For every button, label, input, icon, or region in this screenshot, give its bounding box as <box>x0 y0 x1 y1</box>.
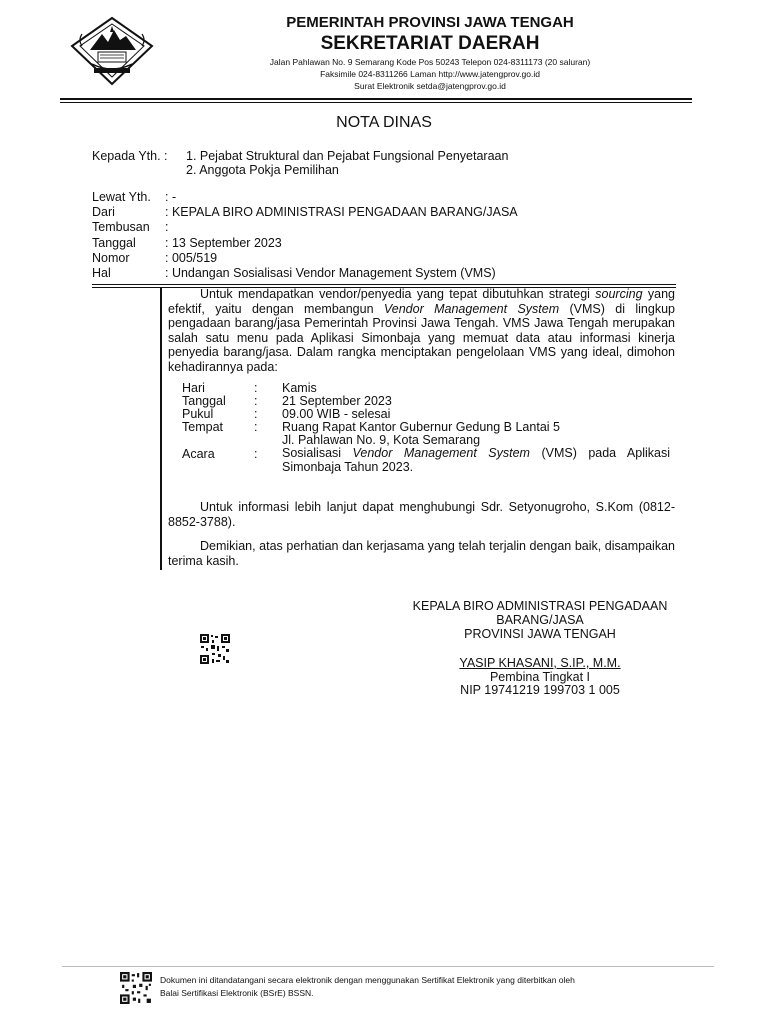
meta-value-tanggal: : 13 September 2023 <box>165 236 282 250</box>
recipient-item: 2. Anggota Pokja Pemilihan <box>186 163 339 177</box>
schedule-value-acara: Sosialisasi Vendor Management System (VMS) pada Aplikasi Simonbaja Tahun 2023. <box>282 446 670 474</box>
schedule-colon: : <box>254 381 258 395</box>
recipients-label: Kepada Yth. : <box>92 149 168 163</box>
government-name: PEMERINTAH PROVINSI JAWA TENGAH <box>286 14 574 31</box>
office-address: Jalan Pahlawan No. 9 Semarang Kode Pos 50243 Telepon 024-8311173 (20 saluran) <box>269 57 591 67</box>
schedule-value-tanggal: 21 September 2023 <box>282 394 392 408</box>
schedule-label-acara: Acara <box>182 447 215 461</box>
meta-value-lewat: : - <box>165 190 177 204</box>
meta-value-nomor: : 005/519 <box>165 251 218 265</box>
office-fax-website: Faksimile 024-8311266 Laman http://www.jatengprov.go.id <box>320 69 540 79</box>
footer-line-2: Balai Sertifikasi Elektronik (BSrE) BSSN. <box>160 988 314 998</box>
signer-position-line3: PROVINSI JAWA TENGAH <box>464 627 616 641</box>
schedule-label-tempat: Tempat <box>182 420 223 434</box>
qr-code-icon <box>120 972 152 1004</box>
signer-name: YASIP KHASANI, S.IP., M.M. <box>459 656 621 670</box>
coat-of-arms-logo <box>68 16 156 86</box>
document-title: NOTA DINAS <box>336 114 432 131</box>
jawa-tengah-coat-of-arms-icon <box>68 16 156 86</box>
meta-value-dari: : KEPALA BIRO ADMINISTRASI PENGADAAN BARANG/JASA <box>165 205 518 219</box>
body-margin-bar <box>160 288 162 570</box>
schedule-label-hari: Hari <box>182 381 205 395</box>
schedule-value-pukul: 09.00 WIB - selesai <box>282 407 391 421</box>
schedule-colon: : <box>254 407 258 421</box>
signer-nip: NIP 19741219 199703 1 005 <box>460 683 620 697</box>
signer-rank: Pembina Tingkat I <box>489 670 591 684</box>
body-paragraph-closing: Demikian, atas perhatian dan kerjasama yang telah terjalin dengan baik, disampaikan terima kasih. <box>168 539 675 568</box>
qr-code-icon <box>200 634 230 664</box>
office-email: Surat Elektronik setda@jatengprov.go.id <box>354 81 506 91</box>
schedule-colon: : <box>254 394 258 408</box>
footer-line-1: Dokumen ini ditandatangani secara elektronik dengan menggunakan Sertifikat Elektronik yang diterbitkan oleh <box>160 975 575 985</box>
footer-rule <box>62 966 714 967</box>
signer-position-line1: KEPALA BIRO ADMINISTRASI PENGADAAN <box>412 599 668 613</box>
meta-rule-thick <box>92 284 676 285</box>
body-paragraph-intro: Untuk mendapatkan vendor/penyedia yang tepat dibutuhkan strategi sourcing yang efektif, yaitu dengan membangun Vendor Management System (VMS) di lingkup pengadaan barang/jasa Pemerintah Provinsi Jawa Tengah. VMS Jawa Tengah merupakan salah satu menu pada Aplikasi Simonbaja yang memuat data atau informasi kinerja penyedia barang/jasa. Dalam rangka menciptakan pengelolaan VMS yang ideal, dimohon kehadirannya pada: <box>168 287 675 374</box>
recipient-item: 1. Pejabat Struktural dan Pejabat Fungsional Penyetaraan <box>186 149 509 163</box>
office-name: SEKRETARIAT DAERAH <box>320 33 540 54</box>
schedule-label-pukul: Pukul <box>182 407 214 421</box>
schedule-colon: : <box>254 420 258 434</box>
footer-e-signature-note <box>160 974 720 1000</box>
schedule-value-tempat-1: Ruang Rapat Kantor Gubernur Gedung B Lantai 5 <box>282 420 560 434</box>
meta-label-nomor: Nomor <box>92 251 130 265</box>
schedule-value-tempat-2: Jl. Pahlawan No. 9, Kota Semarang <box>282 433 481 447</box>
meta-label-tembusan: Tembusan <box>92 220 150 234</box>
schedule-colon: : <box>254 447 258 461</box>
header-rule-thick <box>60 98 692 100</box>
meta-label-lewat: Lewat Yth. <box>92 190 151 204</box>
body-paragraph-contact: Untuk informasi lebih lanjut dapat menghubungi Sdr. Setyonugroho, S.Kom (0812-8852-3788). <box>168 500 675 529</box>
meta-value-hal: : Undangan Sosialisasi Vendor Management System (VMS) <box>165 266 496 280</box>
schedule-label-tanggal: Tanggal <box>182 394 226 408</box>
meta-label-tanggal: Tanggal <box>92 236 136 250</box>
signer-position-line2: BARANG/JASA <box>496 613 584 627</box>
meta-label-dari: Dari <box>92 205 115 219</box>
meta-value-tembusan: : <box>165 220 169 234</box>
header-rule-thin <box>60 102 692 103</box>
schedule-value-hari: Kamis <box>282 381 317 395</box>
meta-label-hal: Hal <box>92 266 111 280</box>
